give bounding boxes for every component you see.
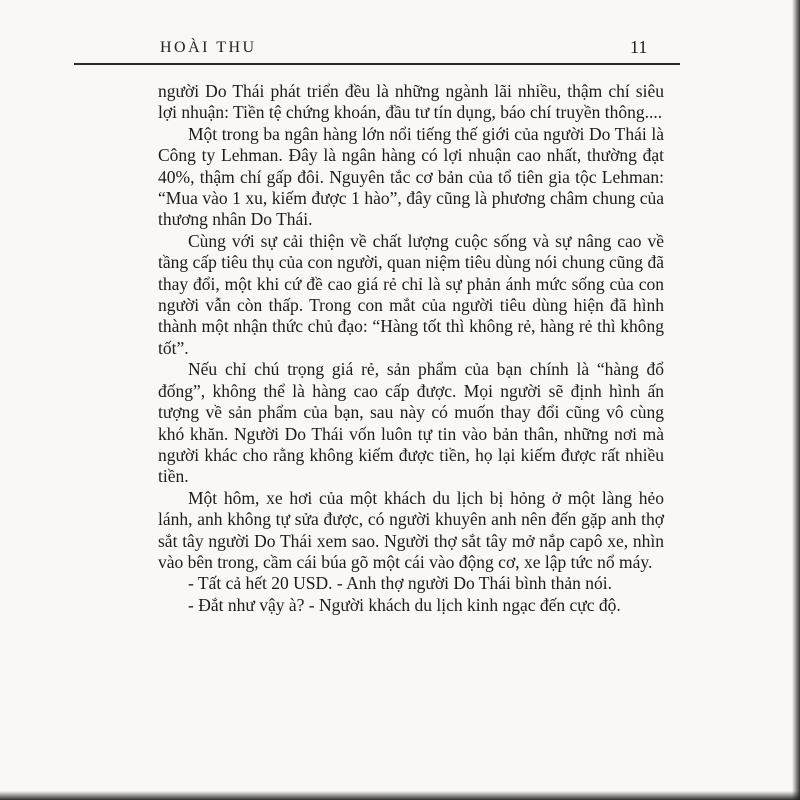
page-number: 11 xyxy=(630,37,648,57)
paragraph: - Đắt như vậy à? - Người khách du lịch kinh ngạc đến cực độ. xyxy=(188,594,621,615)
scan-edge-bottom xyxy=(0,791,800,800)
scan-edge-right xyxy=(792,0,800,800)
paragraph: Một hôm, xe hơi của một khách du lịch bị hỏng ở một làng hẻo lánh, anh không tự sửa được, có người khuyên anh nên đến gặp anh thợ sắt tây người Do Thái xem sao. Người thợ sắt tây mở nắp capô xe, nhìn vào bên trong, cầm cái búa gõ một cái vào động cơ, xe lập tức nổ máy. xyxy=(158,487,664,572)
paragraph: Cùng với sự cải thiện về chất lượng cuộc sống và sự nâng cao về tầng cấp tiêu thụ của con người, quan niệm tiêu dùng nói chung cũng đã thay đổi, một khi cứ đề cao giá rẻ chỉ là sự phản ánh mức sống của con người vẫn còn thấp. Trong con mắt của người tiêu dùng hiện đã hình thành một nhận thức chủ đạo: “Hàng tốt thì không rẻ, hàng rẻ thì không tốt”. xyxy=(158,230,664,358)
paragraph: Nếu chỉ chú trọng giá rẻ, sản phẩm của bạn chính là “hàng đổ đống”, không thể là hàng cao cấp được. Mọi người sẽ định hình ấn tượng về sản phẩm của bạn, sau này có muốn thay đổi cũng vô cùng khó khăn. Người Do Thái vốn luôn tự tin vào bản thân, những nơi mà người khác cho rằng không kiếm được tiền, họ lại kiếm được rất nhiều tiền. xyxy=(158,359,664,487)
paragraph: - Tất cả hết 20 USD. - Anh thợ người Do Thái bình thản nói. xyxy=(188,573,612,594)
header-rule xyxy=(74,63,680,65)
page-body xyxy=(158,81,664,616)
running-title: HOÀI THU xyxy=(160,39,257,56)
paragraph: Một trong ba ngân hàng lớn nổi tiếng thế giới của người Do Thái là Công ty Lehman. Đây là ngân hàng có lợi nhuận cao nhất, thường đạt 40%, thậm chí gấp đôi. Nguyên tắc cơ bản của tổ tiên gia tộc Lehman: “Mua vào 1 xu, kiếm được 1 hào”, đây cũng là phương châm chung của thương nhân Do Thái. xyxy=(158,123,664,230)
paragraph: người Do Thái phát triển đều là những ngành lãi nhiều, thậm chí siêu lợi nhuận: Tiền tệ chứng khoán, đầu tư tín dụng, báo chí truyền thông.... xyxy=(158,81,664,123)
